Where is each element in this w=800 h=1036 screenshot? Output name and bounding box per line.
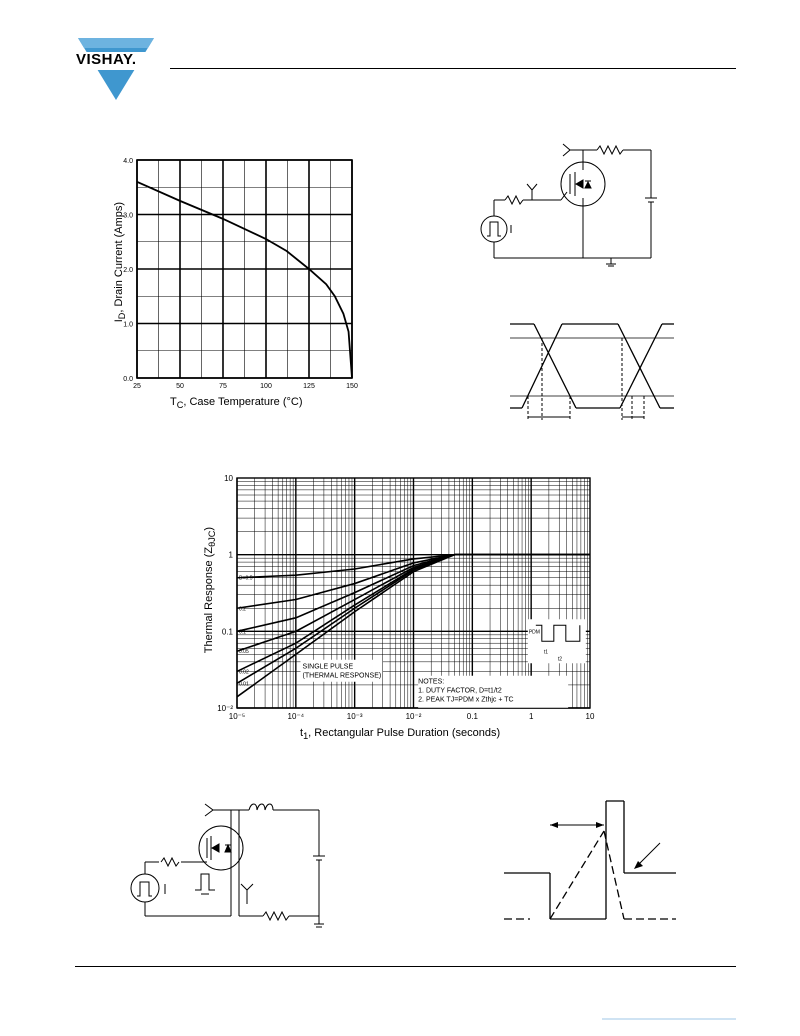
x-tick-label: 150 [346, 383, 358, 390]
series-label: 0.2 [239, 606, 246, 613]
x-tick-label: 10⁻⁵ [228, 712, 246, 721]
y-tick-label: 3.0 [123, 212, 133, 220]
inset-pdm-label: PDM [528, 629, 540, 636]
x-tick-label: 125 [303, 383, 315, 390]
y-tick-label: 0.0 [123, 376, 133, 383]
y-tick-label: 1 [228, 550, 233, 560]
chart1-ylabel: $I_D$, Drain Current (Amps) [112, 201, 128, 323]
x-tick-label: 10⁻⁴ [287, 712, 305, 721]
y-tick-label: 1.0 [123, 321, 133, 329]
x-tick-label: 100 [260, 383, 272, 390]
avalanche-waveform [500, 795, 680, 925]
vishay-logo [74, 36, 158, 102]
header-rule [170, 68, 736, 69]
single-pulse-label: SINGLE PULSE [302, 663, 354, 671]
series-label: 0.1 [239, 629, 246, 636]
inset-t1-label: t1 [543, 649, 548, 656]
chart1-xlabel: $T_C$, Case Temperature (°C) [170, 396, 303, 411]
x-tick-label: 10⁻² [405, 712, 422, 721]
switching-waveform [510, 320, 680, 430]
series-label: D=0.5 [239, 575, 253, 582]
switching-test-circuit [475, 140, 675, 270]
y-tick-label: 10⁻² [217, 704, 233, 713]
y-tick-label: 4.0 [123, 158, 133, 165]
notes-text: NOTES: [418, 678, 445, 686]
x-tick-label: 0.1 [466, 712, 478, 721]
notes-text: 2. PEAK TJ=PDM x Zthjc + TC [418, 696, 514, 704]
x-tick-label: 10 [585, 712, 595, 721]
chart2-ylabel: Thermal Response $(Z_{\theta JC})$ [202, 526, 218, 654]
x-tick-label: 50 [176, 383, 184, 390]
x-tick-label: 75 [219, 383, 227, 390]
inset-t2-label: t2 [557, 656, 562, 663]
x-tick-label: 1 [528, 712, 534, 721]
chart2-xlabel: $t_1$, Rectangular Pulse Duration (seconds) [300, 727, 501, 742]
x-tick-label: 10⁻³ [346, 712, 363, 721]
chart-thermal-response [215, 468, 610, 728]
x-tick-label: 25 [133, 383, 141, 390]
series-label: 0.02 [239, 669, 249, 676]
y-tick-label: 2.0 [123, 267, 133, 274]
y-tick-label: 10 [224, 474, 233, 483]
y-tick-label: 0.1 [221, 627, 233, 637]
series-label: 0.05 [239, 649, 249, 656]
brand-name: VISHAY. [76, 51, 137, 68]
series-label: 0.01 [239, 681, 249, 688]
inductive-test-circuit [125, 800, 335, 930]
notes-text: 1. DUTY FACTOR, D=t1/t2 [418, 687, 502, 695]
footer-link-bar [602, 1018, 736, 1020]
single-pulse-label: (THERMAL RESPONSE) [302, 672, 382, 680]
footer-rule [75, 966, 736, 967]
chart-id-vs-tc [100, 150, 370, 420]
